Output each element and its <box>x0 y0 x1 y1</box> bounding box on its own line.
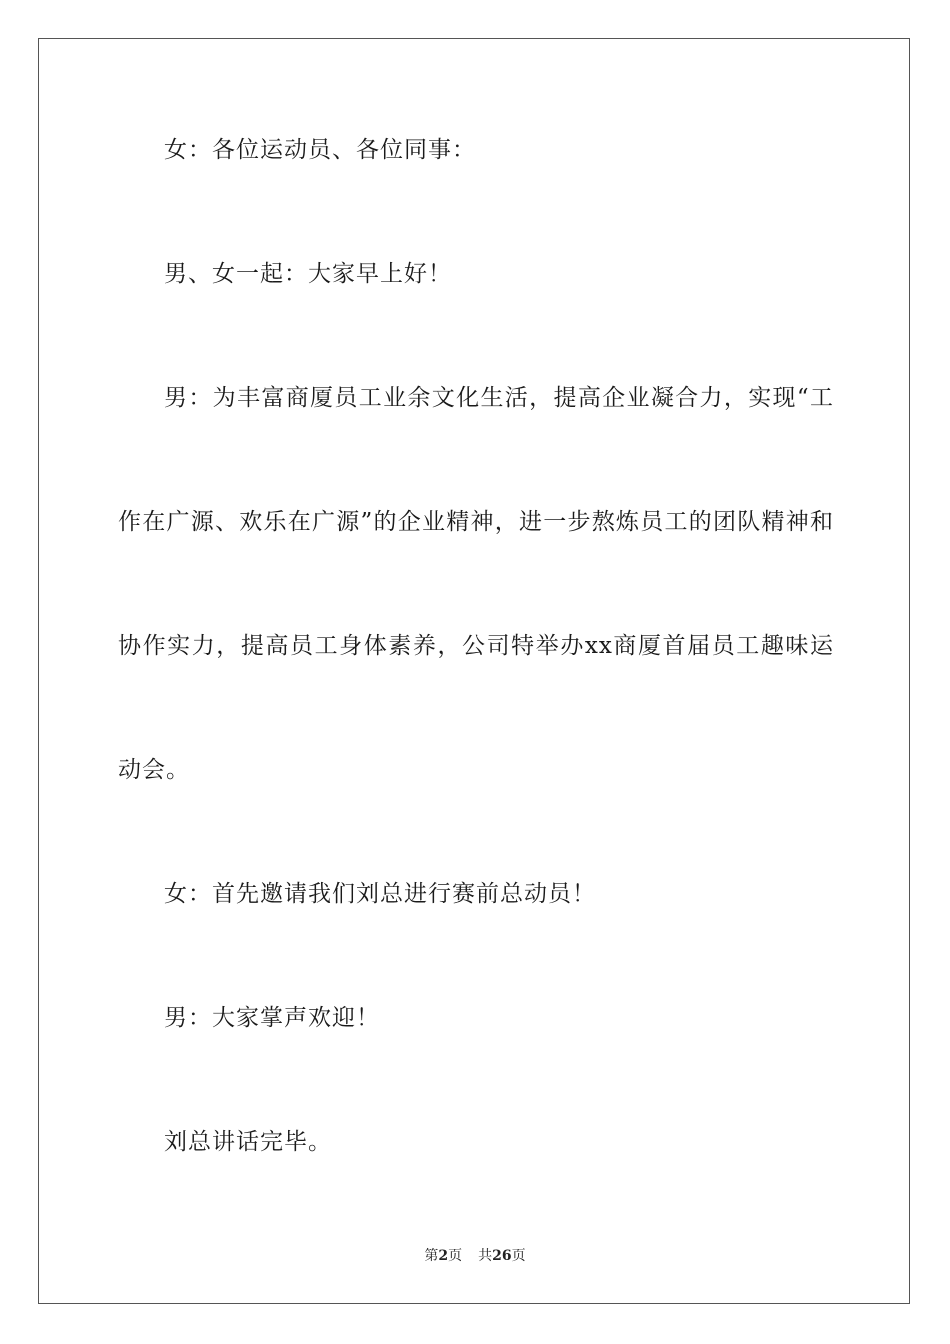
footer-total-suffix: 页 <box>511 1248 526 1264</box>
footer-page-number: 2 <box>438 1248 449 1264</box>
paragraph-line-7: 女：首先邀请我们刘总进行赛前总动员！ <box>164 881 596 907</box>
paragraph-line-9: 刘总讲话完毕。 <box>164 1129 332 1155</box>
footer-page-suffix: 页 <box>448 1248 463 1264</box>
paragraph-line-5: 协作实力，提高员工身体素养，公司特举办xx商厦首届员工趣味运 <box>118 633 834 659</box>
paragraph-line-3: 男：为丰富商厦员工业余文化生活，提高企业凝合力，实现“工 <box>164 385 834 411</box>
footer-total-pages: 26 <box>492 1248 512 1264</box>
paragraph-line-2: 男、女一起：大家早上好！ <box>164 261 452 287</box>
paragraph-line-8: 男：大家掌声欢迎！ <box>164 1005 380 1031</box>
footer-page-prefix: 第 <box>424 1248 439 1264</box>
page-border <box>38 38 910 1304</box>
paragraph-line-6: 动会。 <box>118 757 190 783</box>
paragraph-line-1: 女：各位运动员、各位同事： <box>164 137 476 163</box>
paragraph-line-4: 作在广源、欢乐在广源”的企业精神，进一步熬炼员工的团队精神和 <box>118 509 834 535</box>
footer-total-prefix: 共 <box>478 1248 493 1264</box>
page-footer <box>0 1247 950 1265</box>
